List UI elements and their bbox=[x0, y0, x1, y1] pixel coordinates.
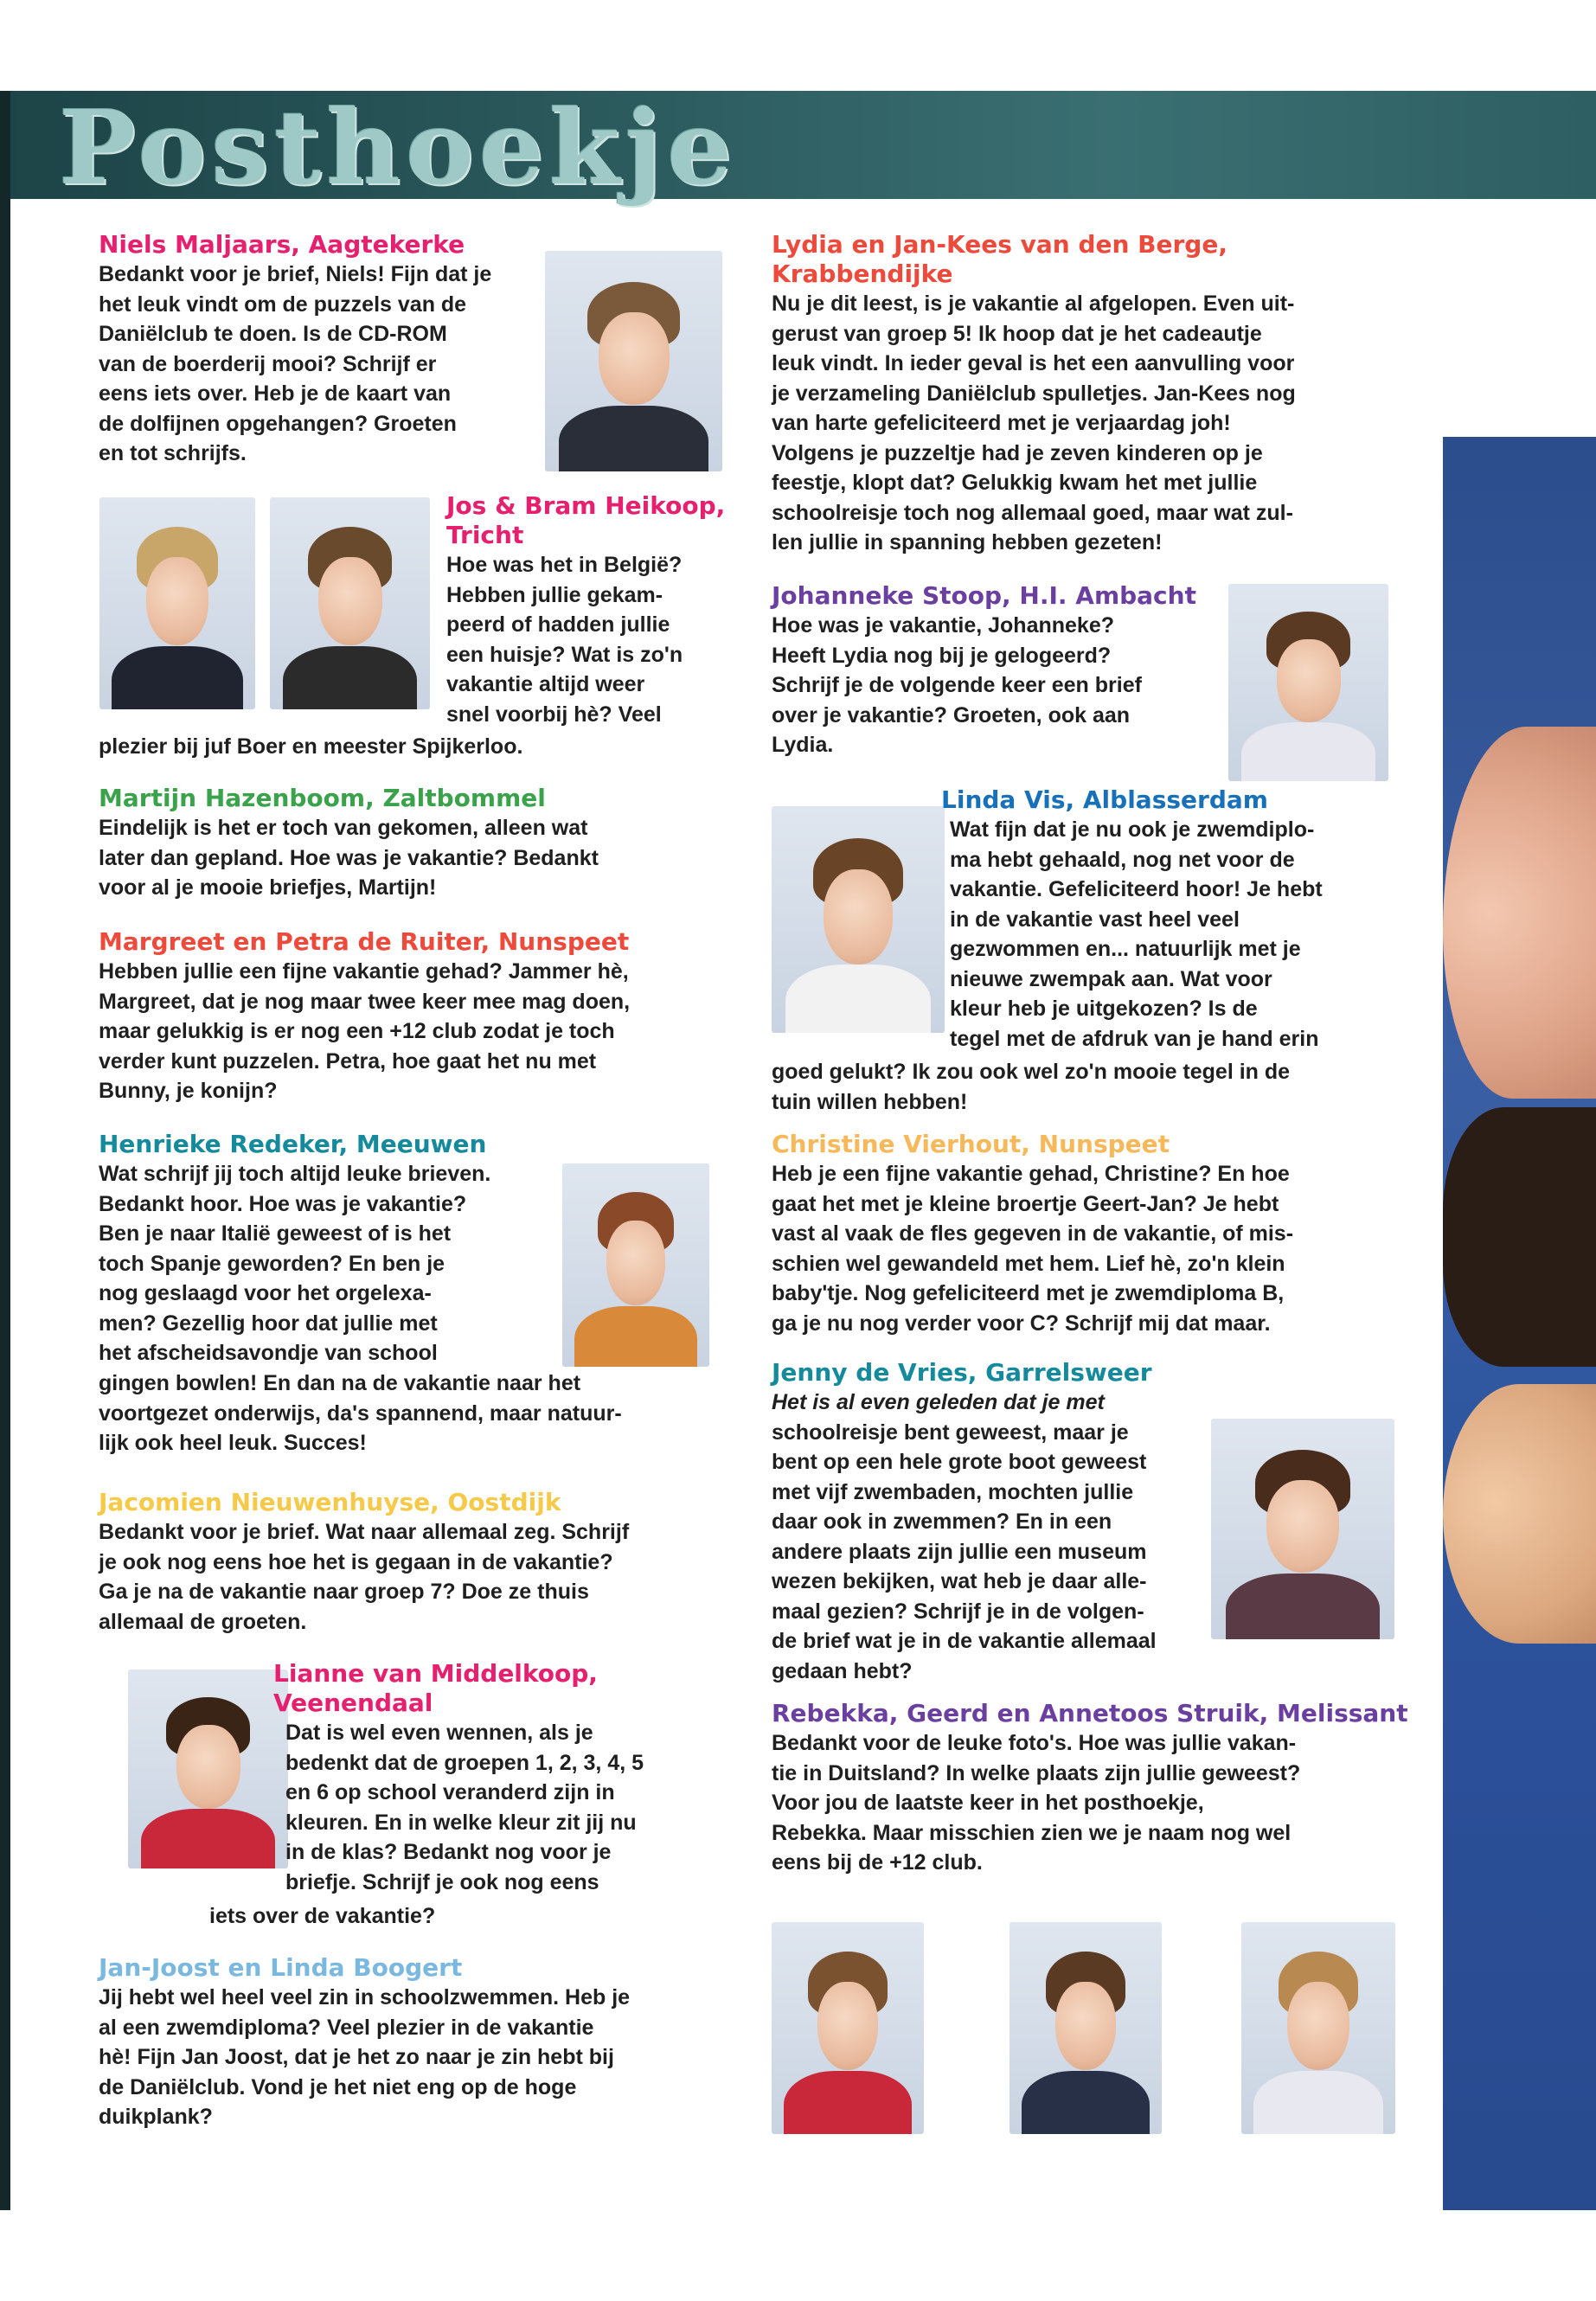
child-photo bbox=[1211, 1419, 1394, 1639]
child-photo bbox=[772, 806, 945, 1033]
letter-entry bbox=[772, 1130, 1412, 1338]
letter-entry bbox=[99, 230, 566, 469]
page-title: Posthoekje bbox=[59, 87, 738, 208]
letter-entry bbox=[273, 1659, 723, 1897]
entry-text: Heb je een fijne vakantie gehad, Christine? En hoe gaat het met je kleine broertje Geert-Jan? Je hebt vast al vaak de fles gegeven in de vakantie, of mis- schien wel gewandeld met hem. Lief hè, zo'n klein baby'tje. Nog gefeliciteerd met je zwemdiploma B, ga je nu nog verder voor C? Schrijf mij dat maar. bbox=[772, 1162, 1294, 1336]
entry-text-italic: Het is al even geleden dat je met bbox=[772, 1390, 1105, 1414]
entry-text-continued: goed gelukt? Ik zou ook wel zo'n mooie tegel in de tuin willen hebben! bbox=[772, 1060, 1291, 1114]
entry-name: Henrieke Redeker, Meeuwen bbox=[99, 1130, 487, 1158]
entry-name: Jos & Bram Heikoop, Tricht bbox=[446, 491, 726, 549]
letter-entry bbox=[772, 230, 1412, 558]
entry-text: Hebben jullie een fijne vakantie gehad? Jammer hè, Margreet, dat je nog maar twee keer mee mag doen, maar gelukkig is er nog een +12 club zodat je toch verder kunt puzzelen. Petra, hoe gaat het nu met Bunny, je konijn? bbox=[99, 959, 631, 1103]
child-photo bbox=[128, 1670, 288, 1868]
letter-entry bbox=[99, 927, 773, 1106]
entry-text: Bedankt voor je brief, Niels! Fijn dat je het leuk vindt om de puzzels van de Daniëlclub te doen. Is de CD-ROM van de boerderij mooi? Schrijf er eens iets over. Heb je de kaart van de dolfijnen opgehangen? Groeten en tot schrijfs. bbox=[99, 262, 492, 465]
entry-text-continued: iets over de vakantie? bbox=[209, 1904, 436, 1928]
letter-entry bbox=[99, 1130, 583, 1368]
child-photo bbox=[1241, 1922, 1395, 2134]
entry-text: Bedankt voor de leuke foto's. Hoe was jullie vakan- tie in Duitsland? In welke plaats zijn jullie geweest? Voor jou de laatste keer in het posthoekje, Rebekka. Maar misschien zien we je naam nog wel eens bij de +12 club. bbox=[772, 1731, 1301, 1875]
entry-text: Jij hebt wel heel veel zin in schoolzwemmen. Heb je al een zwemdiploma? Veel plezier in de vakantie hè! Fijn Jan Joost, dat je het zo naar je zin hebt bij de Daniëlclub. Vond je het niet eng op de hoge duikplank? bbox=[99, 1985, 631, 2129]
entry-name: Lydia en Jan-Kees van den Berge, Krabbendijke bbox=[772, 230, 1227, 288]
letter-entry bbox=[99, 1953, 782, 2132]
child-photo bbox=[1228, 584, 1388, 781]
entry-name: Linda Vis, Alblasserdam bbox=[941, 785, 1268, 814]
letter-entry bbox=[99, 784, 756, 903]
entry-name: Margreet en Petra de Ruiter, Nunspeet bbox=[99, 927, 630, 956]
entry-text: schoolreisje bent geweest, maar je bent op een hele grote boot geweest met vijf zwembaden, mochten jullie daar ook in zwemmen? En in een andere plaats zijn jullie een museum wezen bekijken, wat heb je daar alle- maal gezien? Schrijf je in de volgen- de brief wat je in de vakantie allemaal gedaan hebt? bbox=[772, 1420, 1157, 1683]
entry-name: Rebekka, Geerd en Annetoos Struik, Melissant bbox=[772, 1699, 1408, 1727]
entry-text: Dat is wel even wennen, als je bedenkt dat de groepen 1, 2, 3, 4, 5 en 6 op school veranderd zijn in kleuren. En in welke kleur zit jij nu in de klas? Bedankt nog voor je briefje. Schrijf je ook nog eens bbox=[285, 1721, 644, 1894]
child-face-2 bbox=[1443, 1384, 1596, 1644]
entry-name: Jacomien Nieuwenhuyse, Oostdijk bbox=[99, 1488, 561, 1516]
entry-name: Martijn Hazenboom, Zaltbommel bbox=[99, 784, 546, 812]
entry-name: Johanneke Stoop, H.I. Ambacht bbox=[772, 581, 1196, 610]
entry-name: Niels Maljaars, Aagtekerke bbox=[99, 230, 465, 259]
letter-entry bbox=[941, 785, 1408, 1054]
child-photo bbox=[1010, 1922, 1162, 2134]
entry-text: Eindelijk is het er toch van gekomen, alleen wat later dan gepland. Hoe was je vakantie? Bedankt voor al je mooie briefjes, Martijn! bbox=[99, 816, 599, 900]
child-photo bbox=[562, 1163, 709, 1367]
child-hair bbox=[1443, 1107, 1596, 1367]
child-photo bbox=[545, 251, 722, 471]
entry-name: Jan-Joost en Linda Boogert bbox=[99, 1953, 463, 1982]
entry-name: Christine Vierhout, Nunspeet bbox=[772, 1130, 1170, 1158]
entry-text: Wat schrijf jij toch altijd leuke brieven. Bedankt hoor. Hoe was je vakantie? Ben je naar Italië geweest of is het toch Spanje geworden? En ben je nog geslaagd voor het orgelexa- men? Gezellig hoor dat jullie met het afscheidsavondje van school bbox=[99, 1162, 491, 1365]
left-edge-bar bbox=[0, 91, 10, 2210]
letter-entry bbox=[772, 1358, 1221, 1686]
child-photo bbox=[772, 1922, 924, 2134]
entry-text: Wat fijn dat je nu ook je zwemdiplo- ma hebt gehaald, nog net voor de vakantie. Gefeliciteerd hoor! Je hebt in de vakantie vast heel veel gezwommen en... natuurlijk met je nieuwe zwempak aan. Wat voor kleur heb je uitgekozen? Is de tegel met de afdruk van je hand erin bbox=[950, 817, 1323, 1051]
entry-text-continued: plezier bij juf Boer en meester Spijkerloo. bbox=[99, 734, 523, 759]
entry-text: Nu je dit leest, is je vakantie al afgelopen. Even uit- gerust van groep 5! Ik hoop dat je het cadeautje leuk vindt. In ieder geval is het een aanvulling voor je verzameling Daniëlclub spulletjes. Jan-Kees nog van harte gefeliciteerd met je verjaardag joh! Volgens je puzzeltje had je zeven kinderen op je feestje, klopt dat? Gelukkig kwam het met jullie schoolreisje toch nog allemaal goed, maar wat zul- len jullie in spanning hebben gezeten! bbox=[772, 292, 1296, 554]
letter-entry bbox=[772, 1699, 1412, 1878]
entry-text: Hoe was je vakantie, Johanneke? Heeft Lydia nog bij je gelogeerd? Schrijf je de volgende keer een brief over je vakantie? Groeten, ook aan Lydia. bbox=[772, 613, 1142, 757]
entry-name: Jenny de Vries, Garrelsweer bbox=[772, 1358, 1152, 1387]
entry-text: Bedankt voor je brief. Wat naar allemaal zeg. Schrijf je ook nog eens hoe het is gegaan in de vakantie? Ga je na de vakantie naar groep 7? Doe ze thuis allemaal de groeten. bbox=[99, 1520, 630, 1634]
child-photo bbox=[99, 497, 255, 709]
entry-name: Lianne van Middelkoop, Veenendaal bbox=[273, 1659, 598, 1717]
child-photo bbox=[270, 497, 430, 709]
letter-entry bbox=[772, 581, 1239, 760]
entry-text-continued: gingen bowlen! En dan na de vakantie naar het voortgezet onderwijs, da's spannend, maar natuur- lijk ook heel leuk. Succes! bbox=[99, 1371, 622, 1455]
letter-entry bbox=[446, 491, 740, 729]
letter-entry bbox=[99, 1488, 782, 1637]
entry-text: Hoe was het in België? Hebben jullie gekam- peerd of hadden jullie een huisje? Wat is zo'n vakantie altijd weer snel voorbij hè? Veel bbox=[446, 553, 683, 727]
